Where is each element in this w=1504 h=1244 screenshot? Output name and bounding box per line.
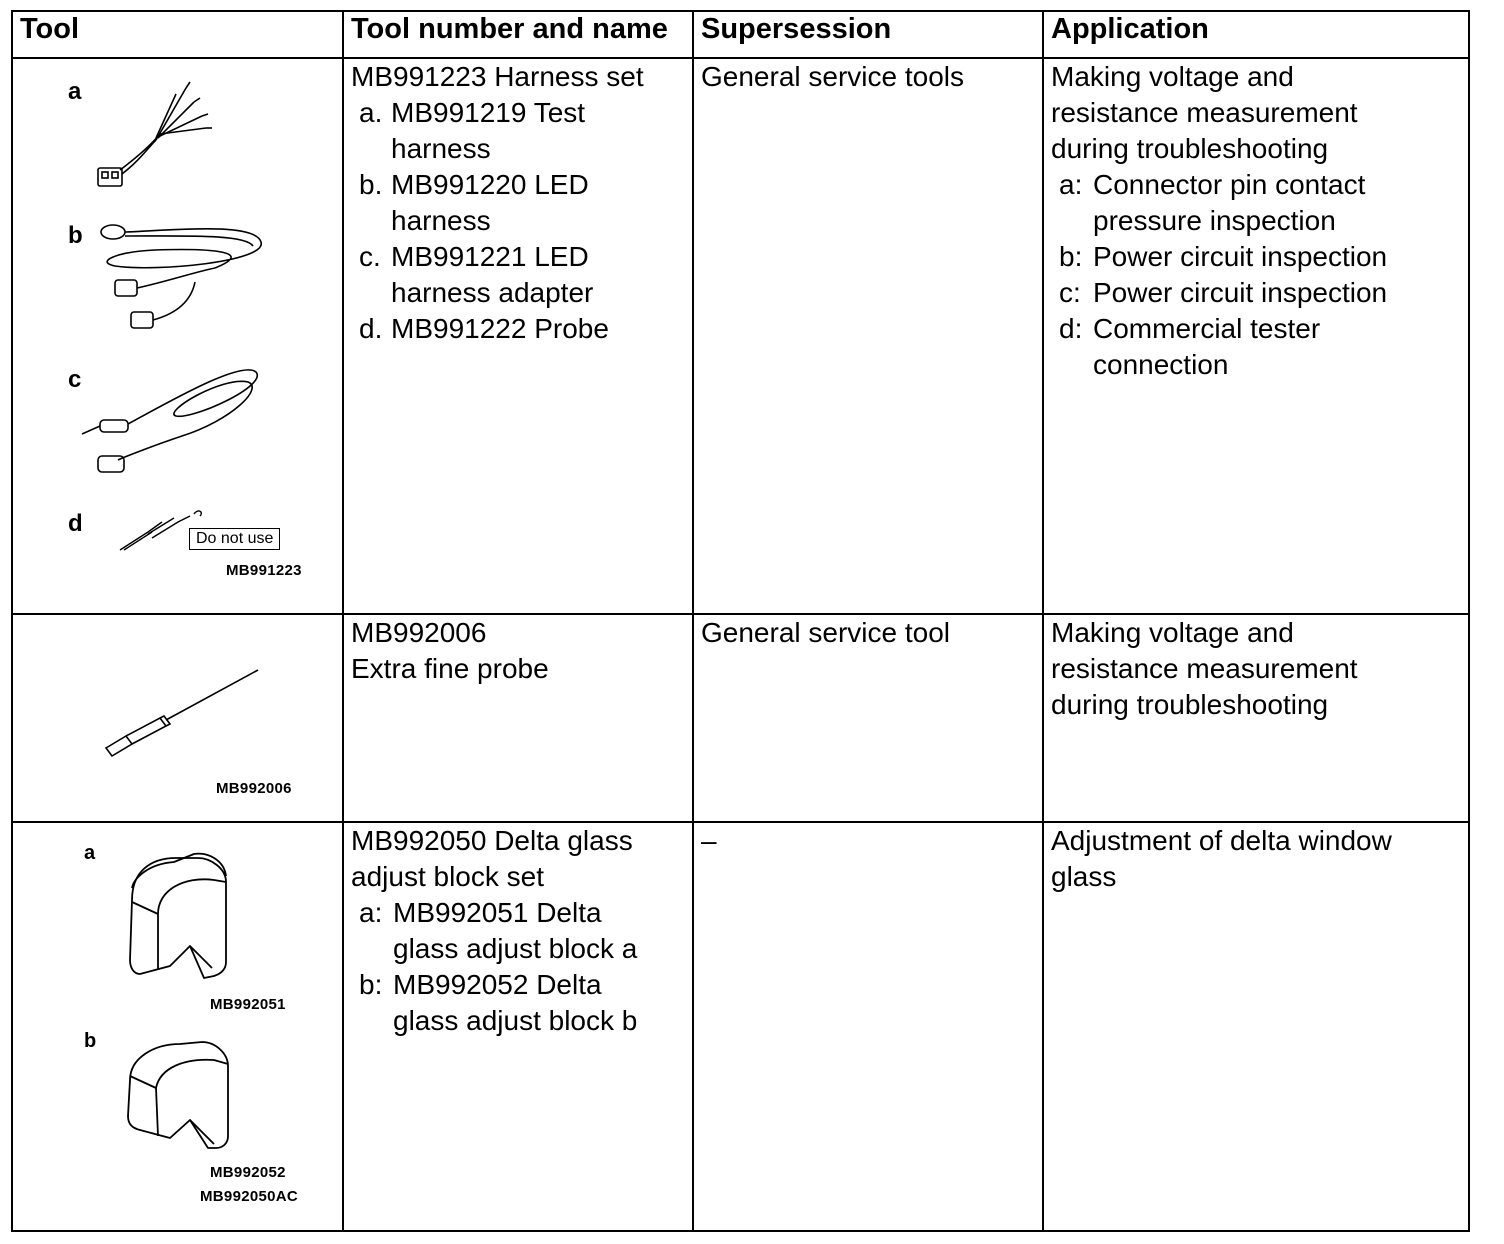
tool-label-b: b [68, 222, 83, 249]
application-line: Making voltage and [1051, 617, 1294, 648]
name-line: Extra fine probe [351, 653, 549, 684]
led-harness-adapter-image [82, 360, 262, 478]
row-2-name-cell [351, 615, 549, 687]
row-3-supersession: – [701, 825, 717, 856]
name-item-a: a: MB992051 Delta glass adjust block a [359, 897, 638, 964]
delta-glass-block-a-image [124, 850, 232, 985]
part-number-mb991223: MB991223 [226, 562, 302, 579]
header-tool-number-name: Tool number and name [351, 13, 668, 45]
application-line: glass [1051, 861, 1117, 892]
header-tool: Tool [20, 13, 80, 45]
name-line: adjust block set [351, 861, 544, 892]
row-3-name-cell [351, 823, 637, 1039]
application-line: resistance measurement [1051, 653, 1358, 684]
name-line: MB992050 Delta glass [351, 825, 633, 856]
header-supersession: Supersession [701, 13, 892, 45]
application-line: Making voltage and [1051, 61, 1294, 92]
application-item-b: b: Power circuit inspection [1059, 241, 1388, 272]
part-number-mb992052: MB992052 [210, 1164, 286, 1181]
tool-label-b: b [84, 1030, 97, 1052]
application-item-d: d: Commercial tester connection [1059, 313, 1321, 380]
tool-label-a: a [84, 842, 96, 864]
application-item-a: a: Connector pin contact pressure inspection [1059, 169, 1366, 236]
application-item-c: c: Power circuit inspection [1059, 277, 1388, 308]
row-2-supersession: General service tool [701, 617, 951, 648]
application-line: during troubleshooting [1051, 689, 1329, 720]
name-item-a: a. MB991219 Test harness [359, 97, 586, 164]
application-line: Adjustment of delta window [1051, 825, 1392, 856]
part-number-mb992051: MB992051 [210, 996, 286, 1013]
name-item-b: b. MB991220 LED harness [359, 169, 589, 236]
tool-label-a: a [68, 78, 82, 105]
part-number-mb992050ac: MB992050AC [200, 1188, 299, 1205]
row-1-supersession: General service tools [701, 61, 965, 92]
name-title: MB991223 Harness set [351, 61, 644, 92]
part-number-mb992006: MB992006 [216, 780, 292, 797]
row-1-name-cell [351, 59, 644, 347]
led-harness-image [95, 222, 275, 337]
row-3-application-cell [1051, 823, 1392, 895]
name-line: MB992006 [351, 617, 487, 648]
name-item-d: d. MB991222 Probe [359, 313, 609, 344]
application-line: resistance measurement [1051, 97, 1358, 128]
application-line: during troubleshooting [1051, 133, 1329, 164]
name-item-c: c. MB991221 LED harness adapter [359, 241, 594, 308]
tool-label-d: d [68, 510, 83, 537]
tool-label-c: c [68, 366, 82, 393]
probe-image [118, 508, 198, 553]
row-2-application-cell [1051, 615, 1358, 723]
extra-fine-probe-image [100, 668, 265, 763]
row-1-application-cell [1051, 59, 1387, 383]
delta-glass-block-b-image [124, 1040, 232, 1152]
name-item-b: b: MB992052 Delta glass adjust block b [359, 969, 638, 1036]
test-harness-image [90, 80, 220, 200]
header-application: Application [1051, 13, 1209, 45]
do-not-use-note: Do not use [189, 528, 280, 550]
